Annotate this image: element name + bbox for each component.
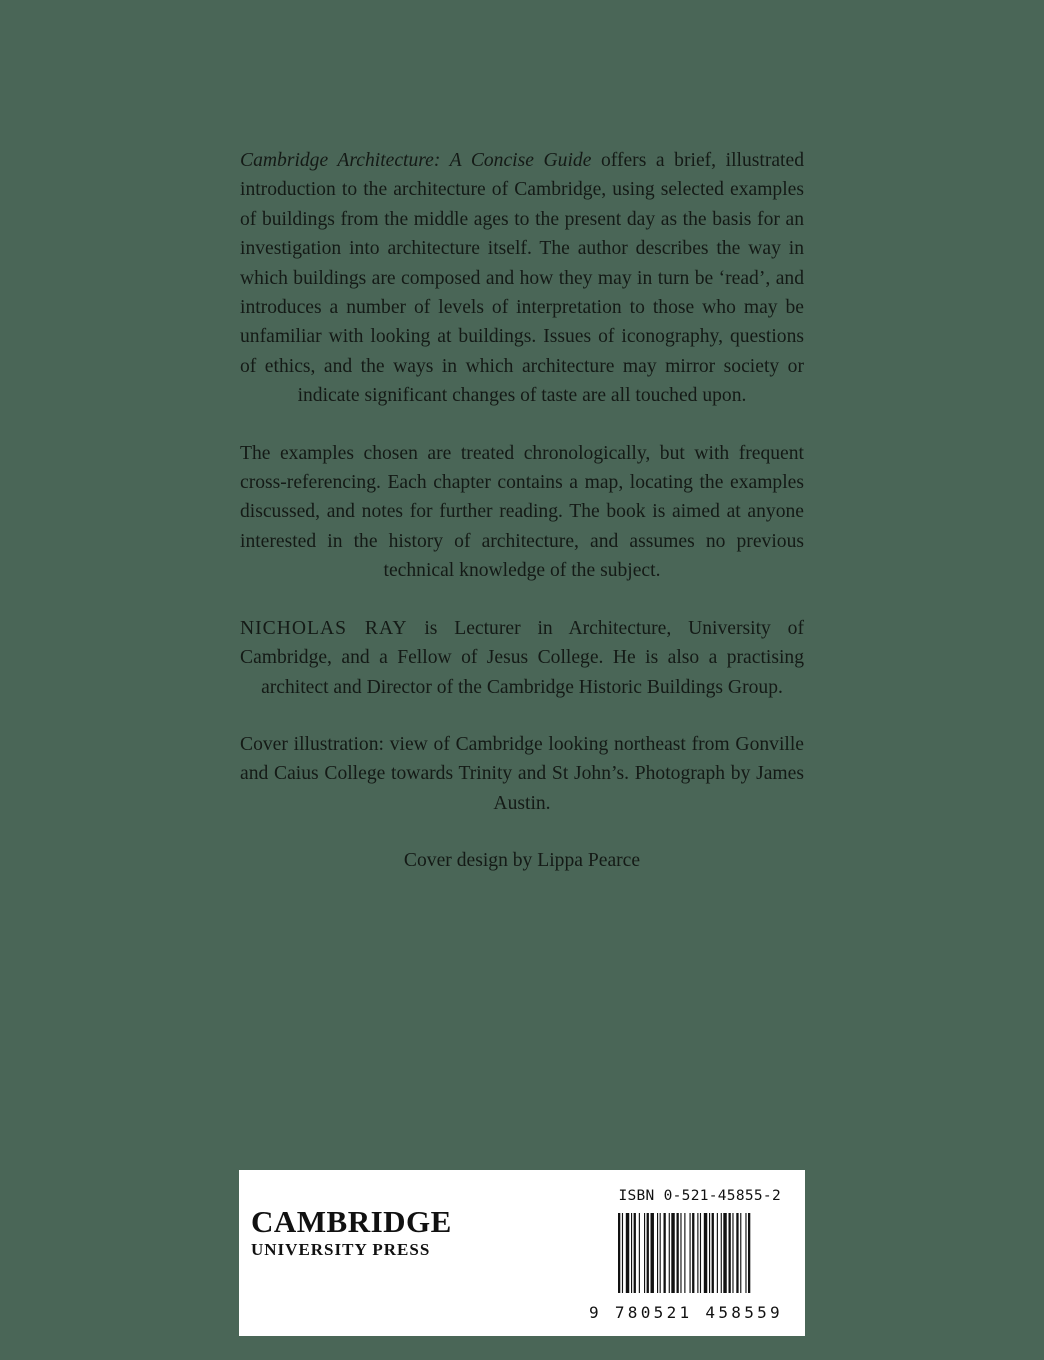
back-cover-text — [240, 146, 804, 876]
barcode-bar — [732, 1213, 733, 1293]
barcode-bar — [622, 1213, 623, 1293]
barcode-bar — [657, 1213, 658, 1293]
barcode-bar — [721, 1213, 722, 1293]
publisher-name-line2: UNIVERSITY PRESS — [251, 1240, 431, 1259]
barcode-bar — [634, 1213, 636, 1293]
barcode-bar — [671, 1213, 674, 1293]
barcode-bar — [692, 1213, 694, 1293]
publisher-name-line1: CAMBRIDGE — [251, 1204, 452, 1239]
barcode-bar — [639, 1213, 640, 1293]
barcode — [618, 1213, 804, 1293]
barcode-bar — [669, 1213, 670, 1293]
barcode-bar — [647, 1213, 649, 1293]
barcode-bar — [740, 1213, 741, 1293]
barcode-bar — [660, 1213, 661, 1293]
barcode-bar — [677, 1213, 679, 1293]
barcode-bar — [644, 1213, 645, 1293]
cover-design-credit: Cover design by Lippa Pearce — [403, 850, 641, 872]
barcode-bar — [712, 1213, 714, 1293]
author-bio-text: is Lecturer in Architecture, University of Cambridge, and a Fellow of Jesus College. He is also a practising architect and Director of the Cambridge Historic Buildings Group. — [240, 617, 804, 698]
barcode-bar — [651, 1213, 654, 1293]
barcode-bar — [618, 1213, 620, 1293]
book-title: Cambridge Architecture: A Concise Guide — [240, 150, 592, 171]
barcode-bar — [631, 1213, 632, 1293]
barcode-bar — [664, 1213, 666, 1293]
isbn-text: ISBN 0-521-45855-2 — [618, 1188, 781, 1204]
publisher-barcode-label — [239, 1170, 805, 1336]
publisher-logo — [251, 1206, 452, 1260]
blurb-paragraph-1 — [240, 146, 804, 411]
ean-number: 9 780521 458559 — [589, 1303, 783, 1322]
barcode-bar — [697, 1213, 698, 1293]
author-bio — [240, 614, 804, 702]
barcode-bar — [745, 1213, 746, 1293]
barcode-bar — [717, 1213, 718, 1293]
barcode-bar — [690, 1213, 691, 1293]
blurb-paragraph-1-text: offers a brief, illustrated introduction to the architecture of Cambridge, using selected examples of buildings from the middle ages to the present day as the basis for an investigation into architecture itself. The author describes the way in which buildings are composed and how they may in turn be ‘read’, and introduces a number of levels of interpretation to those who may be unfamiliar with looking at buildings. Issues of iconography, questions of ethics, and the ways in which architecture may mirror society or indicate significant changes of taste are all touched upon. — [240, 150, 804, 407]
blurb-paragraph-2: The examples chosen are treated chronologically, but with frequent cross-referencing. Each chapter contains a map, locating the examples discussed, and notes for further reading. The book is aimed at anyone interested in the history of architecture, and assumes no previous technical knowledge of the subject. — [240, 442, 804, 582]
barcode-bar — [736, 1213, 738, 1293]
barcode-bar — [704, 1213, 707, 1293]
barcode-bar — [626, 1213, 629, 1293]
barcode-bar — [723, 1213, 726, 1293]
barcode-bar — [748, 1213, 750, 1293]
author-name: NICHOLAS RAY — [240, 617, 408, 639]
barcode-bar — [684, 1213, 685, 1293]
barcode-bar — [709, 1213, 710, 1293]
cover-illustration-credit: Cover illustration: view of Cambridge looking northeast from Gonville and Caius College towards Trinity and St John’s. Photograph by James Austin. — [240, 733, 804, 814]
barcode-bar — [729, 1213, 731, 1293]
barcode-bar — [680, 1213, 681, 1293]
barcode-bar — [700, 1213, 701, 1293]
